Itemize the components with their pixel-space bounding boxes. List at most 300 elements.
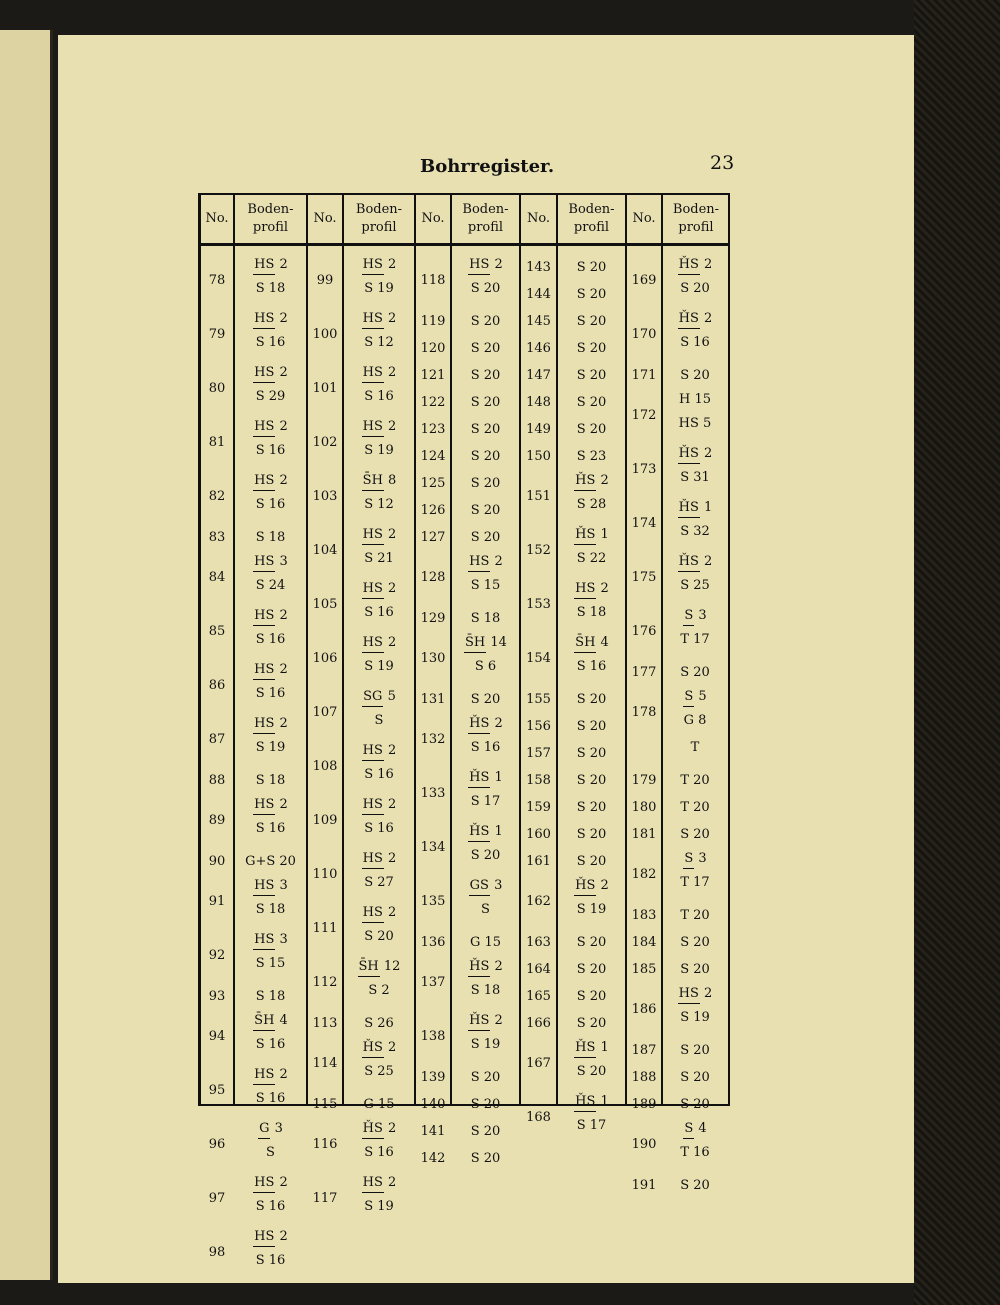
boring-number-text: 176 bbox=[631, 624, 657, 639]
lower-layer-symbol: S bbox=[368, 983, 378, 998]
boring-number-text: 139 bbox=[420, 1070, 446, 1085]
boring-number bbox=[308, 1172, 342, 1226]
upper-layer-symbol: HS bbox=[678, 985, 700, 1004]
soil-profile-cell bbox=[344, 524, 414, 578]
lower-layer-symbol: S bbox=[576, 1118, 586, 1133]
profile-lower-layer bbox=[235, 384, 306, 410]
soil-profile-cell bbox=[558, 254, 625, 281]
upper-layer-depth: 2 bbox=[383, 581, 397, 596]
profile-lower-layer bbox=[344, 1140, 414, 1166]
profile-lower-layer bbox=[235, 330, 306, 356]
profile-lower-layer bbox=[235, 1032, 306, 1058]
boring-number-text: 82 bbox=[208, 489, 226, 504]
boring-number bbox=[416, 605, 450, 632]
lower-layer-symbol: S bbox=[364, 335, 374, 350]
profile-single: S 20 bbox=[680, 1178, 710, 1193]
soil-profile-cell bbox=[452, 1064, 519, 1091]
profile-single: S 20 bbox=[470, 1070, 501, 1085]
col-header-profil: Boden-profil bbox=[452, 195, 521, 243]
soil-profile-cell bbox=[452, 821, 519, 875]
profile-single: T 20 bbox=[680, 773, 710, 788]
upper-layer-symbol: HS bbox=[253, 877, 275, 896]
profile-lower-layer bbox=[344, 762, 414, 788]
profile-lower-layer bbox=[663, 1005, 727, 1031]
lower-layer-symbol: S bbox=[470, 983, 480, 998]
col-header-no: No. bbox=[627, 195, 663, 243]
boring-number bbox=[201, 929, 233, 983]
soil-profile-cell bbox=[344, 794, 414, 848]
lower-layer-symbol: S bbox=[576, 497, 586, 512]
profile-third-layer: T bbox=[690, 740, 700, 755]
boring-number bbox=[416, 389, 450, 416]
lower-layer-depth: 19 bbox=[479, 1037, 501, 1052]
soil-profile-cell bbox=[452, 416, 519, 443]
upper-layer-symbol: ȞS bbox=[574, 472, 596, 491]
boring-number bbox=[201, 794, 233, 848]
profile-upper-layer bbox=[235, 254, 306, 276]
soil-profile-cell bbox=[558, 389, 625, 416]
boring-number-text: 186 bbox=[631, 1002, 657, 1017]
upper-layer-depth: 15 bbox=[690, 392, 712, 407]
upper-layer-symbol: ȞS bbox=[362, 1039, 384, 1058]
profile-single: S 20 bbox=[470, 395, 501, 410]
boring-number-text: 94 bbox=[208, 1029, 226, 1044]
boring-number-text: 102 bbox=[312, 435, 338, 450]
lower-layer-symbol: S bbox=[266, 1145, 275, 1160]
upper-layer-depth: 8 bbox=[383, 473, 397, 488]
profile-single: S 20 bbox=[680, 368, 710, 383]
boring-number-text: 161 bbox=[526, 854, 551, 869]
profile-upper-layer bbox=[663, 605, 727, 627]
lower-layer-depth: 20 bbox=[689, 281, 710, 296]
boring-number-text: 133 bbox=[420, 786, 446, 801]
profile-upper-layer bbox=[344, 308, 414, 330]
lower-layer-depth: 25 bbox=[689, 578, 710, 593]
boring-number-text: 99 bbox=[316, 273, 334, 288]
soil-profile-cell bbox=[558, 875, 625, 929]
soil-profile-cell bbox=[452, 551, 519, 605]
boring-number bbox=[521, 956, 556, 983]
boring-number bbox=[627, 767, 661, 794]
boring-number-text: 78 bbox=[208, 273, 226, 288]
soil-profile-cell bbox=[558, 335, 625, 362]
upper-layer-symbol: ȞS bbox=[362, 1120, 384, 1139]
profile-lower-layer bbox=[344, 816, 414, 842]
profile-lower-layer bbox=[558, 654, 625, 680]
col-header-no: No. bbox=[521, 195, 558, 243]
boring-number bbox=[308, 578, 342, 632]
profile-upper-layer bbox=[235, 1064, 306, 1086]
upper-layer-depth: 2 bbox=[596, 473, 609, 488]
boring-number-text: 189 bbox=[631, 1097, 657, 1112]
boring-number bbox=[308, 416, 342, 470]
soil-profile-cell bbox=[558, 794, 625, 821]
soil-profile-cell bbox=[663, 605, 727, 659]
boring-number bbox=[308, 470, 342, 524]
profile-upper-layer bbox=[235, 1010, 306, 1032]
profile-lower-layer bbox=[452, 789, 519, 815]
soil-profile-column bbox=[452, 254, 519, 1172]
upper-layer-depth: 2 bbox=[275, 662, 288, 677]
lower-layer-symbol: S bbox=[255, 686, 265, 701]
lower-layer-depth: 17 bbox=[585, 1118, 607, 1133]
boring-number bbox=[521, 1037, 556, 1091]
lower-layer-symbol: S bbox=[255, 632, 265, 647]
profile-lower-layer bbox=[452, 276, 519, 302]
lower-layer-symbol: S bbox=[680, 335, 690, 350]
profile-upper-layer bbox=[452, 632, 519, 654]
lower-layer-symbol: S bbox=[255, 443, 265, 458]
soil-profile-cell bbox=[344, 1172, 414, 1226]
profile-lower-layer bbox=[235, 816, 306, 842]
upper-layer-depth: 2 bbox=[699, 257, 713, 272]
boring-number-text: 86 bbox=[208, 678, 226, 693]
profile-lower-layer bbox=[235, 492, 306, 518]
profile-upper-layer bbox=[235, 875, 306, 897]
upper-layer-depth: 3 bbox=[694, 608, 707, 623]
boring-number-text: 160 bbox=[526, 827, 551, 842]
upper-layer-depth: 2 bbox=[275, 1175, 288, 1190]
lower-layer-symbol: S bbox=[680, 470, 690, 485]
lower-layer-depth: 16 bbox=[264, 1253, 286, 1268]
boring-number-text: 172 bbox=[631, 408, 657, 423]
profile-lower-layer bbox=[344, 870, 414, 896]
soil-profile-cell bbox=[558, 767, 625, 794]
soil-profile-cell bbox=[344, 902, 414, 956]
upper-layer-depth: 2 bbox=[383, 635, 397, 650]
col-header-profil: Boden-profil bbox=[235, 195, 308, 243]
profile-upper-layer bbox=[235, 551, 306, 573]
boring-number-text: 135 bbox=[420, 894, 446, 909]
soil-profile-cell bbox=[452, 443, 519, 470]
lower-layer-symbol: S bbox=[255, 740, 265, 755]
profile-lower-layer bbox=[663, 330, 727, 356]
upper-layer-symbol: S̄H bbox=[574, 634, 596, 653]
profile-upper-layer bbox=[558, 875, 625, 897]
lower-layer-symbol: S bbox=[576, 605, 586, 620]
boring-number-text: 168 bbox=[526, 1110, 551, 1125]
boring-number-text: 80 bbox=[208, 381, 226, 396]
boring-number-text: 165 bbox=[526, 989, 551, 1004]
profile-lower-layer bbox=[344, 276, 414, 302]
upper-layer-depth: 2 bbox=[490, 257, 503, 272]
boring-number-text: 118 bbox=[420, 273, 446, 288]
lower-layer-depth: 15 bbox=[479, 578, 501, 593]
lower-layer-depth: 16 bbox=[373, 821, 394, 836]
profile-upper-layer bbox=[344, 686, 414, 708]
profile-single: S 20 bbox=[470, 341, 501, 356]
upper-layer-depth: 1 bbox=[596, 527, 609, 542]
boring-number-text: 180 bbox=[631, 800, 657, 815]
boring-number-column bbox=[308, 254, 342, 1226]
boring-number-text: 173 bbox=[631, 462, 657, 477]
upper-layer-symbol: HS bbox=[362, 256, 384, 275]
soil-profile-cell bbox=[344, 416, 414, 470]
boring-number bbox=[416, 875, 450, 929]
boring-number-text: 131 bbox=[420, 692, 446, 707]
soil-profile-cell bbox=[558, 983, 625, 1010]
boring-number-text: 171 bbox=[631, 368, 657, 383]
table-body bbox=[201, 246, 728, 1268]
boring-number-text: 110 bbox=[312, 867, 338, 882]
soil-profile-cell bbox=[663, 767, 727, 794]
soil-profile-cell bbox=[344, 686, 414, 740]
profile-upper-layer bbox=[663, 443, 727, 465]
lower-layer-depth: 16 bbox=[264, 443, 286, 458]
soil-profile-cell bbox=[452, 875, 519, 929]
profile-upper-layer bbox=[344, 902, 414, 924]
profile-single: S 20 bbox=[576, 395, 607, 410]
upper-layer-depth: 2 bbox=[383, 851, 397, 866]
boring-number-text: 89 bbox=[208, 813, 226, 828]
profile-single: S 20 bbox=[680, 1097, 710, 1112]
profile-lower-layer bbox=[452, 1032, 519, 1058]
profile-lower-layer bbox=[663, 1140, 727, 1166]
profile-single: S 20 bbox=[576, 800, 607, 815]
boring-number-text: 155 bbox=[526, 692, 551, 707]
lower-layer-depth: 19 bbox=[373, 1199, 394, 1214]
upper-layer-symbol: HS bbox=[253, 715, 275, 734]
profile-lower-layer bbox=[344, 1059, 414, 1085]
upper-layer-symbol: HS bbox=[468, 553, 490, 572]
upper-layer-depth: 2 bbox=[490, 959, 503, 974]
lower-layer-symbol: T bbox=[680, 632, 689, 647]
profile-single: S 20 bbox=[470, 1151, 501, 1166]
boring-number-text: 127 bbox=[420, 530, 446, 545]
lower-layer-symbol: S bbox=[680, 1010, 690, 1025]
upper-layer-symbol: HS bbox=[362, 526, 384, 545]
lower-layer-symbol: S bbox=[364, 1145, 374, 1160]
lower-layer-symbol: S bbox=[255, 821, 265, 836]
lower-layer-depth: 19 bbox=[264, 740, 286, 755]
lower-layer-symbol: S bbox=[364, 497, 374, 512]
upper-layer-depth: 2 bbox=[275, 473, 288, 488]
soil-profile-cell bbox=[235, 659, 306, 713]
soil-profile-cell bbox=[235, 794, 306, 848]
profile-single: S 18 bbox=[255, 773, 286, 788]
profile-single: S 20 bbox=[576, 260, 607, 275]
profile-lower-layer bbox=[344, 438, 414, 464]
soil-profile-cell bbox=[558, 632, 625, 686]
upper-layer-symbol: ȞS bbox=[574, 1093, 596, 1112]
upper-layer-depth: 2 bbox=[383, 743, 397, 758]
boring-number bbox=[627, 902, 661, 929]
lower-layer-symbol: S bbox=[470, 794, 480, 809]
boring-number-text: 188 bbox=[631, 1070, 657, 1085]
boring-number bbox=[201, 1064, 233, 1118]
boring-number bbox=[416, 362, 450, 389]
soil-profile-cell bbox=[235, 713, 306, 767]
lower-layer-depth: 25 bbox=[373, 1064, 394, 1079]
boring-number-text: 183 bbox=[631, 908, 657, 923]
soil-profile-cell bbox=[558, 740, 625, 767]
boring-number bbox=[627, 686, 661, 767]
profile-upper-layer bbox=[235, 794, 306, 816]
profile-lower-layer bbox=[558, 600, 625, 626]
boring-number-text: 146 bbox=[526, 341, 551, 356]
lower-layer-symbol: S bbox=[470, 281, 480, 296]
boring-number bbox=[416, 416, 450, 443]
boring-number bbox=[521, 416, 556, 443]
boring-number bbox=[521, 389, 556, 416]
boring-number bbox=[416, 1064, 450, 1091]
upper-layer-depth: 2 bbox=[383, 1121, 397, 1136]
profile-single: S 20 bbox=[576, 962, 607, 977]
boring-number-text: 98 bbox=[208, 1245, 226, 1260]
lower-layer-depth: 20 bbox=[479, 848, 501, 863]
boring-number bbox=[521, 767, 556, 794]
lower-layer-depth: 16 bbox=[373, 389, 394, 404]
soil-profile-cell bbox=[452, 524, 519, 551]
profile-lower-layer bbox=[235, 951, 306, 977]
boring-number-text: 90 bbox=[208, 854, 226, 869]
boring-number bbox=[521, 794, 556, 821]
boring-number-text: 164 bbox=[526, 962, 551, 977]
lower-layer-depth: 17 bbox=[688, 632, 710, 647]
profile-upper-layer bbox=[344, 1118, 414, 1140]
boring-number-column bbox=[521, 254, 556, 1145]
upper-layer-depth: 2 bbox=[699, 446, 713, 461]
profile-lower-layer bbox=[235, 1194, 306, 1220]
profile-upper-layer bbox=[235, 659, 306, 681]
profile-lower-layer bbox=[235, 735, 306, 761]
boring-number-text: 134 bbox=[420, 840, 446, 855]
boring-number bbox=[201, 605, 233, 659]
lower-layer-depth: 12 bbox=[373, 335, 394, 350]
profile-upper-layer bbox=[558, 578, 625, 600]
soil-profile-cell bbox=[452, 308, 519, 335]
profile-upper-layer bbox=[663, 848, 727, 870]
boring-number-text: 126 bbox=[420, 503, 446, 518]
profile-single: G 15 bbox=[363, 1097, 395, 1112]
lower-layer-symbol: S bbox=[255, 497, 265, 512]
upper-layer-symbol: S bbox=[683, 688, 694, 707]
boring-number bbox=[308, 1118, 342, 1172]
boring-number bbox=[416, 470, 450, 497]
soil-profile-cell bbox=[452, 605, 519, 632]
soil-profile-cell bbox=[663, 956, 727, 983]
lower-layer-symbol: S bbox=[470, 740, 480, 755]
profile-upper-layer bbox=[558, 632, 625, 654]
lower-layer-symbol: HS bbox=[678, 416, 699, 431]
boring-number-text: 129 bbox=[420, 611, 446, 626]
profile-upper-layer bbox=[235, 308, 306, 330]
upper-layer-symbol: ȞS bbox=[574, 1039, 596, 1058]
boring-number bbox=[201, 767, 233, 794]
boring-number-text: 145 bbox=[526, 314, 551, 329]
boring-number-text: 108 bbox=[312, 759, 338, 774]
lower-layer-depth: 28 bbox=[585, 497, 607, 512]
boring-number-text: 115 bbox=[312, 1097, 338, 1112]
profile-lower-layer bbox=[452, 654, 519, 680]
boring-number bbox=[521, 740, 556, 767]
left-page-edge bbox=[0, 30, 53, 1280]
lower-layer-symbol: S bbox=[680, 524, 690, 539]
boring-number bbox=[627, 929, 661, 956]
soil-profile-cell bbox=[344, 578, 414, 632]
profile-upper-layer bbox=[235, 1172, 306, 1194]
profile-lower-layer bbox=[663, 708, 727, 734]
boring-number bbox=[521, 686, 556, 713]
profile-upper-layer bbox=[235, 1118, 306, 1140]
profile-upper-layer bbox=[235, 1226, 306, 1248]
profile-single: S 20 bbox=[576, 314, 607, 329]
lower-layer-symbol: S bbox=[364, 659, 374, 674]
lower-layer-depth: 27 bbox=[373, 875, 394, 890]
profile-upper-layer bbox=[344, 470, 414, 492]
soil-profile-cell bbox=[558, 416, 625, 443]
boring-number bbox=[416, 1091, 450, 1118]
boring-number bbox=[201, 875, 233, 929]
soil-profile-cell bbox=[558, 929, 625, 956]
boring-number-text: 92 bbox=[208, 948, 226, 963]
profile-lower-layer bbox=[235, 627, 306, 653]
upper-layer-symbol: HS bbox=[253, 1066, 275, 1085]
upper-layer-symbol: HS bbox=[253, 310, 275, 329]
lower-layer-depth: 8 bbox=[693, 713, 707, 728]
soil-profile-cell bbox=[452, 254, 519, 308]
boring-number bbox=[521, 983, 556, 1010]
profile-upper-layer bbox=[344, 524, 414, 546]
lower-layer-symbol: G bbox=[683, 713, 694, 728]
boring-number bbox=[308, 1091, 342, 1118]
upper-layer-symbol: S̄H bbox=[253, 1012, 275, 1031]
upper-layer-depth: 4 bbox=[694, 1121, 707, 1136]
boring-number bbox=[308, 794, 342, 848]
upper-layer-depth: 2 bbox=[383, 419, 397, 434]
profile-single: S 20 bbox=[576, 368, 607, 383]
profile-lower-layer bbox=[344, 1194, 414, 1220]
upper-layer-depth: 1 bbox=[490, 770, 503, 785]
boring-number bbox=[521, 362, 556, 389]
boring-number-text: 93 bbox=[208, 989, 226, 1004]
boring-number-text: 123 bbox=[420, 422, 446, 437]
upper-layer-symbol: S bbox=[683, 850, 694, 869]
upper-layer-depth: 2 bbox=[383, 527, 397, 542]
boring-number-text: 157 bbox=[526, 746, 551, 761]
boring-number-text: 100 bbox=[312, 327, 338, 342]
soil-profile-cell bbox=[663, 902, 727, 929]
lower-layer-symbol: S bbox=[680, 281, 690, 296]
profile-lower-layer bbox=[663, 276, 727, 302]
soil-profile-cell bbox=[558, 821, 625, 848]
lower-layer-symbol: T bbox=[680, 875, 689, 890]
boring-number bbox=[416, 956, 450, 1010]
soil-profile-cell bbox=[452, 335, 519, 362]
soil-profile-cell bbox=[235, 254, 306, 308]
lower-layer-depth: 16 bbox=[373, 605, 394, 620]
soil-profile-cell bbox=[663, 362, 727, 389]
soil-profile-cell bbox=[452, 362, 519, 389]
soil-profile-cell bbox=[235, 470, 306, 524]
lower-layer-depth: 24 bbox=[264, 578, 286, 593]
soil-profile-cell bbox=[663, 1118, 727, 1172]
upper-layer-symbol: G bbox=[258, 1120, 270, 1139]
profile-single: S 20 bbox=[576, 827, 607, 842]
upper-layer-symbol: S bbox=[683, 1120, 694, 1139]
lower-layer-symbol: S bbox=[255, 389, 265, 404]
upper-layer-depth: 2 bbox=[383, 797, 397, 812]
boring-number-text: 148 bbox=[526, 395, 551, 410]
profile-upper-layer bbox=[235, 362, 306, 384]
boring-number-text: 117 bbox=[312, 1191, 338, 1206]
profile-single: S 18 bbox=[255, 989, 286, 1004]
soil-profile-cell bbox=[558, 578, 625, 632]
boring-number bbox=[201, 1010, 233, 1064]
boring-number bbox=[201, 1226, 233, 1280]
soil-profile-cell bbox=[344, 308, 414, 362]
lower-layer-depth: 20 bbox=[373, 929, 394, 944]
